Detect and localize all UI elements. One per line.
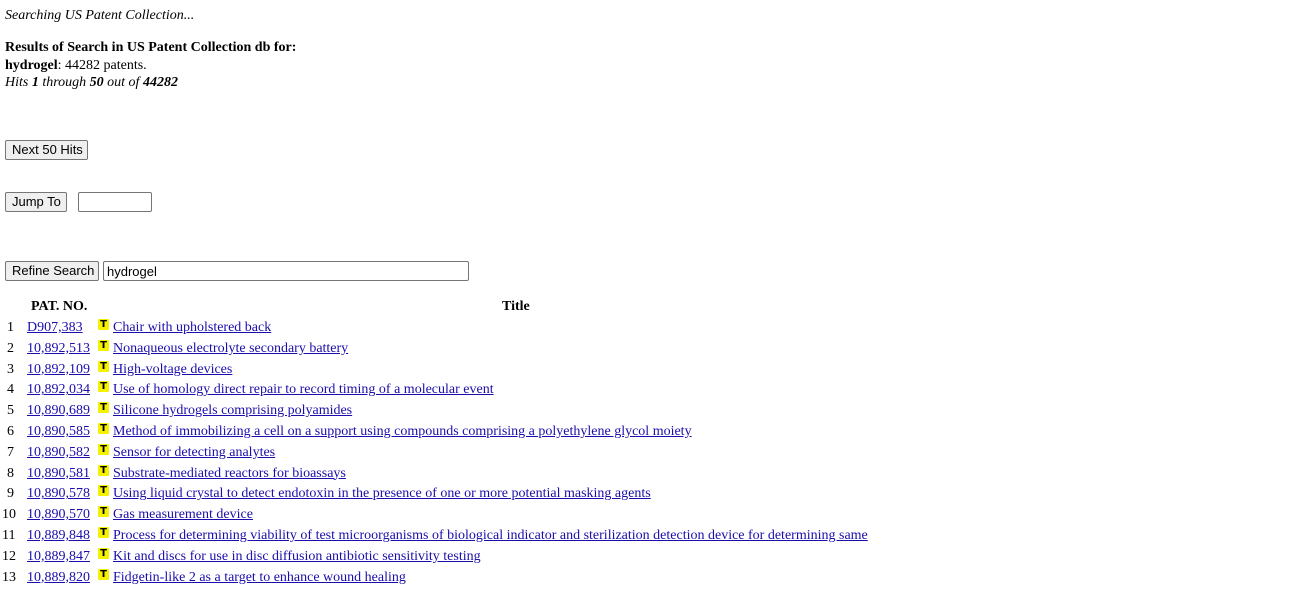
table-row xyxy=(0,484,1300,505)
patent-title-link[interactable]: Process for determining viability of test microorganisms of biological indicator and sterilization detection device for determining same xyxy=(113,527,868,543)
patent-number-link[interactable]: 10,890,581 xyxy=(27,465,90,481)
full-text-icon[interactable]: T xyxy=(98,381,109,392)
searching-status: Searching US Patent Collection... xyxy=(5,8,195,23)
table-row xyxy=(0,464,1300,485)
row-number: 2 xyxy=(7,340,14,356)
row-number: 3 xyxy=(7,361,14,377)
patent-number-link[interactable]: 10,890,570 xyxy=(27,507,90,523)
full-text-icon[interactable]: T xyxy=(98,548,109,559)
query-summary xyxy=(5,58,147,74)
row-number: 11 xyxy=(2,527,16,543)
hits-mid: through xyxy=(38,75,90,90)
patent-number-link[interactable]: 10,889,820 xyxy=(27,569,90,585)
row-number: 6 xyxy=(7,423,14,439)
full-text-icon[interactable]: T xyxy=(98,485,109,496)
full-text-icon[interactable]: T xyxy=(98,340,109,351)
patent-number-link[interactable]: 10,892,109 xyxy=(27,361,90,377)
hits-from: 1 xyxy=(31,75,39,90)
refine-search-input[interactable] xyxy=(103,261,469,281)
row-number: 9 xyxy=(7,486,14,502)
table-row xyxy=(0,547,1300,568)
full-text-icon[interactable]: T xyxy=(98,319,109,330)
patent-number-link[interactable]: 10,890,689 xyxy=(27,403,90,419)
results-list xyxy=(0,318,1300,588)
refine-search-button[interactable]: Refine Search xyxy=(5,261,99,281)
patent-title-link[interactable]: Method of immobilizing a cell on a support using compounds comprising a polyethylene glycol moiety xyxy=(113,423,692,439)
patent-number-link[interactable]: D907,383 xyxy=(27,320,83,335)
patent-number-link[interactable]: 10,890,585 xyxy=(27,423,90,439)
table-row xyxy=(0,401,1300,422)
patent-number-link[interactable]: 10,890,578 xyxy=(27,486,90,502)
table-row xyxy=(0,360,1300,381)
row-number: 4 xyxy=(7,382,14,398)
full-text-icon[interactable]: T xyxy=(98,423,109,434)
hits-mid2: out of xyxy=(103,75,143,90)
hits-prefix: Hits xyxy=(5,75,32,90)
patent-title-link[interactable]: Silicone hydrogels comprising polyamides xyxy=(113,403,353,419)
row-number: 10 xyxy=(2,507,16,523)
row-number: 7 xyxy=(7,444,14,460)
table-row xyxy=(0,568,1300,589)
row-number: 8 xyxy=(7,465,14,481)
jump-to-input[interactable] xyxy=(78,192,152,212)
patent-title-link[interactable]: Fidgetin-like 2 as a target to enhance wound healing xyxy=(113,569,406,585)
patent-number-link[interactable]: 10,892,513 xyxy=(27,340,90,356)
query-count: : 44282 patents. xyxy=(57,58,147,73)
hits-total: 44282 xyxy=(142,75,178,90)
full-text-icon[interactable]: T xyxy=(98,569,109,580)
column-header-pat-no: PAT. NO. xyxy=(31,299,88,314)
table-row xyxy=(0,318,1300,339)
full-text-icon[interactable]: T xyxy=(98,465,109,476)
full-text-icon[interactable]: T xyxy=(98,506,109,517)
row-number: 5 xyxy=(7,403,14,419)
full-text-icon[interactable]: T xyxy=(98,402,109,413)
patent-title-link[interactable]: Gas measurement device xyxy=(113,507,253,523)
hits-to: 50 xyxy=(89,75,104,90)
query-term: hydrogel xyxy=(5,58,58,73)
hits-range xyxy=(5,75,178,91)
patent-title-link[interactable]: Kit and discs for use in disc diffusion antibiotic sensitivity testing xyxy=(113,548,481,564)
patent-title-link[interactable]: Use of homology direct repair to record timing of a molecular event xyxy=(113,382,494,398)
row-number: 12 xyxy=(2,548,16,564)
table-row xyxy=(0,422,1300,443)
row-number: 1 xyxy=(7,320,14,335)
patent-number-link[interactable]: 10,892,034 xyxy=(27,382,90,398)
table-row xyxy=(0,505,1300,526)
patent-title-link[interactable]: Nonaqueous electrolyte secondary battery xyxy=(113,340,349,356)
full-text-icon[interactable]: T xyxy=(98,527,109,538)
jump-to-button[interactable]: Jump To xyxy=(5,192,67,212)
table-row xyxy=(0,526,1300,547)
column-header-title: Title xyxy=(502,299,530,314)
full-text-icon[interactable]: T xyxy=(98,361,109,372)
table-row xyxy=(0,380,1300,401)
patent-number-link[interactable]: 10,889,848 xyxy=(27,527,90,543)
patent-title-link[interactable]: Substrate-mediated reactors for bioassays xyxy=(113,465,346,481)
row-number: 13 xyxy=(2,569,16,585)
table-row xyxy=(0,339,1300,360)
table-row xyxy=(0,443,1300,464)
results-heading: Results of Search in US Patent Collection db for: xyxy=(5,40,297,55)
patent-title-link[interactable]: Using liquid crystal to detect endotoxin in the presence of one or more potential masking agents xyxy=(113,486,651,502)
next-50-hits-button[interactable]: Next 50 Hits xyxy=(5,140,88,160)
patent-number-link[interactable]: 10,890,582 xyxy=(27,444,90,460)
patent-title-link[interactable]: Sensor for detecting analytes xyxy=(113,444,276,460)
patent-title-link[interactable]: High-voltage devices xyxy=(113,361,233,377)
patent-title-link[interactable]: Chair with upholstered back xyxy=(113,320,272,335)
full-text-icon[interactable]: T xyxy=(98,444,109,455)
patent-number-link[interactable]: 10,889,847 xyxy=(27,548,90,564)
